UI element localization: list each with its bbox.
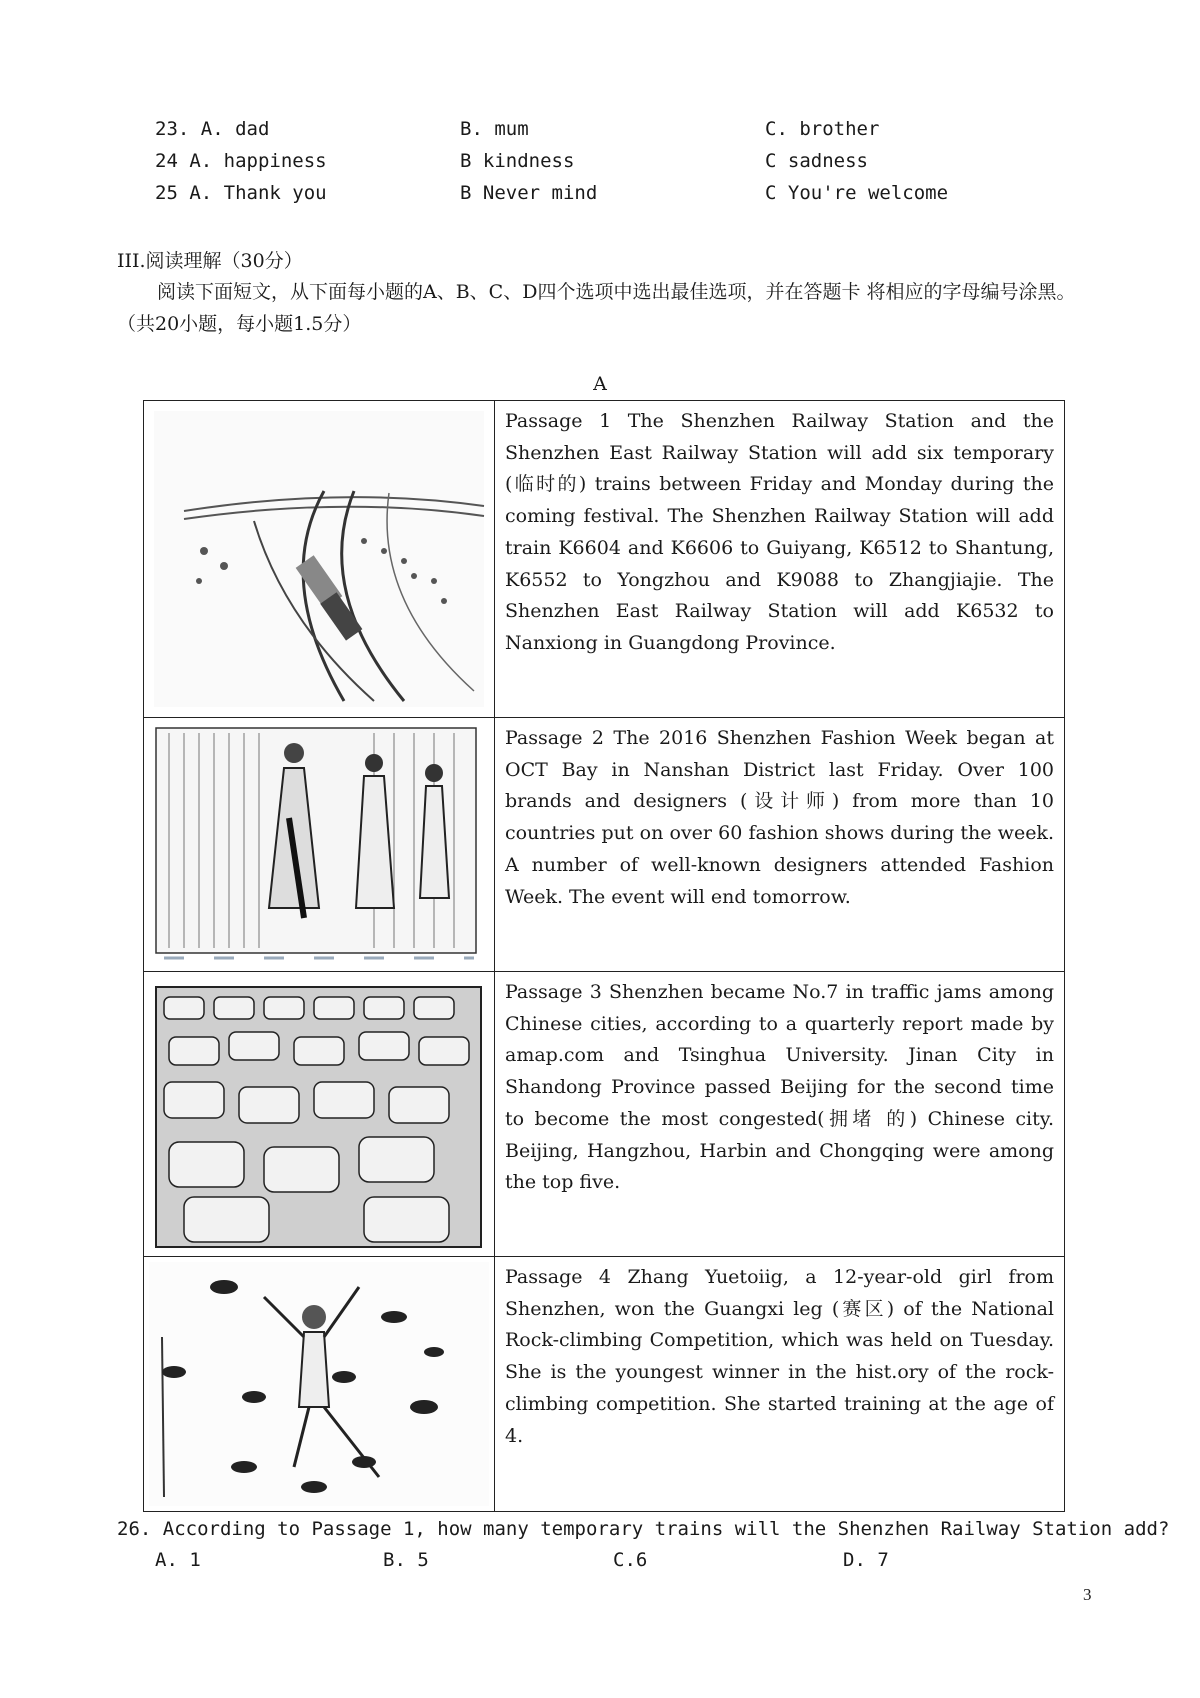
option-c: C sadness (765, 150, 868, 172)
traffic-illustration (144, 972, 495, 1257)
section-instruction: 阅读下面短文，从下面每小题的A、B、C、D四个选项中选出最佳选项，并在答题卡 将相应的字母编号涂黑。（共20小题，每小题1.5分） (117, 281, 1076, 335)
passage-3-text: Passage 3 Shenzhen became No.7 in traffic jams among Chinese cities, according to a quarterly report made by amap.com and Tsinghua University. Jinan City in Shandong Province passed Beijing for the second time to become the most congested(拥堵 的) Chinese city. Beijing, Hangzhou, Harbin and Chongqing were among the top five. (495, 972, 1065, 1257)
fashion-drawing (144, 718, 494, 971)
option-row-23 (155, 118, 1155, 148)
fashion-illustration (144, 718, 495, 972)
climbing-drawing (144, 1257, 494, 1511)
option-row-24 (155, 150, 1155, 180)
passage-2-text: Passage 2 The 2016 Shenzhen Fashion Week began at OCT Bay in Nanshan District last Friday. Over 100 brands and designers (设计师) from more than 10 countries put on over 60 fashion shows during the week. A number of well-known designers attended Fashion Week. The event will end tomorrow. (495, 718, 1065, 972)
option-b: B Never mind (460, 182, 598, 204)
option-c: C. brother (765, 118, 880, 140)
option-b: B kindness (460, 150, 575, 172)
option-c: C.6 (613, 1549, 648, 1571)
passage-1-text: Passage 1 The Shenzhen Railway Station and the Shenzhen East Railway Station will add six temporary (临时的) trains between Friday and Monday during the coming festival. The Shenzhen Railway Station will add train K6604 and K6606 to Guiyang, K6512 to Shantung, K6552 to Yongzhou and K9088 to Zhangjiajie. The Shenzhen East Railway Station will add K6532 to Nanxiong in Guangdong Province. (495, 401, 1065, 718)
option-b: B. 5 (383, 1549, 429, 1571)
option-a: 25 A. Thank you (155, 182, 327, 204)
traffic-drawing (144, 972, 494, 1256)
passages-table (143, 400, 1065, 1512)
passage-row-4 (144, 1257, 1065, 1512)
question-26: 26. According to Passage 1, how many temporary trains will the Shenzhen Railway Station add? (117, 1518, 1170, 1540)
option-a: 23. A. dad (155, 118, 270, 140)
option-c: C You're welcome (765, 182, 949, 204)
option-a: 24 A. happiness (155, 150, 327, 172)
question-26-options (155, 1549, 1055, 1579)
section-title: III.阅读理解（30分） (117, 250, 303, 272)
option-row-25 (155, 182, 1155, 212)
passage-row-3 (144, 972, 1065, 1257)
passage-row-1 (144, 401, 1065, 718)
climbing-illustration (144, 1257, 495, 1512)
passage-4-text: Passage 4 Zhang Yuetoiig, a 12-year-old girl from Shenzhen, won the Guangxi leg (赛区) of the National Rock-climbing Competition, which was held on Tuesday. She is the youngest winner in the hist.ory of the rock-climbing competition. She started training at the age of 4. (495, 1257, 1065, 1512)
part-label: A (593, 373, 607, 395)
passage-row-2 (144, 718, 1065, 972)
page-number: 3 (1083, 1585, 1092, 1604)
option-b: B. mum (460, 118, 529, 140)
railway-illustration (144, 401, 495, 718)
option-d: D. 7 (843, 1549, 889, 1571)
railway-drawing (144, 401, 494, 717)
option-a: A. 1 (155, 1549, 201, 1571)
